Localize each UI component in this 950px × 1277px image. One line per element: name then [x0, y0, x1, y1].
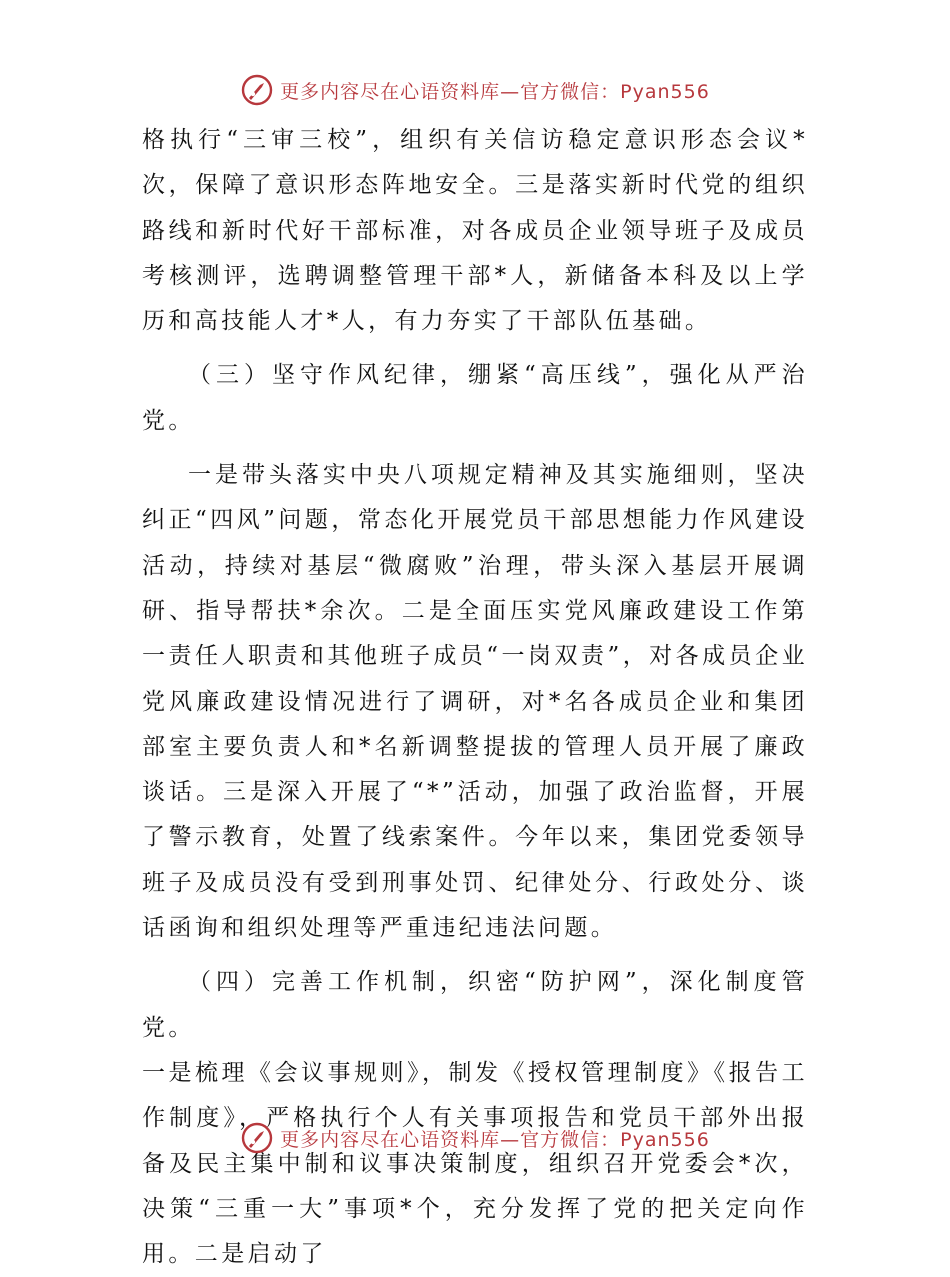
- watermark-text: 更多内容尽在心语资料库—官方微信：Pyan556: [280, 1128, 710, 1151]
- paragraph-continuation: 一是梳理《会议事规则》，制发《授权管理制度》《报告工作制度》，严格执行个人有关事项报告和党员干部外出报备及民主集中制和议事决策制度，组织召开党委会*次，决策“三重一大”事项*个，充分发挥了党的把关定向作用。二是启动了: [142, 1059, 808, 1268]
- document-body: [142, 118, 808, 1277]
- watermark-footer: [0, 1118, 950, 1158]
- watermark-text: 更多内容尽在心语资料库—官方微信：Pyan556: [280, 80, 710, 103]
- paragraph-continuation: 格执行“三审三校”，组织有关信访稳定意识形态会议*次，保障了意识形态阵地安全。三是落实新时代党的组织路线和新时代好干部标准，对各成员企业领导班子及成员考核测评，选聘调整管理干部*人，新储备本科及以上学历和高技能人才*人，有力夯实了干部队伍基础。: [142, 127, 808, 335]
- pen-nib-logo-icon: [240, 1121, 274, 1155]
- watermark-header: [0, 70, 950, 110]
- section-heading-4: （四）完善工作机制，织密“防护网”，深化制度管党。: [142, 969, 808, 1041]
- section-heading-3: （三）坚守作风纪律，绷紧“高压线”，强化从严治党。: [142, 362, 808, 434]
- paragraph-body: 一是带头落实中央八项规定精神及其实施细则，坚决纠正“四风”问题，常态化开展党员干部思想能力作风建设活动，持续对基层“微腐败”治理，带头深入基层开展调研、指导帮扶*余次。二是全面压实党风廉政建设工作第一责任人职责和其他班子成员“一岗双责”，对各成员企业党风廉政建设情况进行了调研，对*名各成员企业和集团部室主要负责人和*名新调整提拔的管理人员开展了廉政谈话。三是深入开展了“*”活动，加强了政治监督，开展了警示教育，处置了线索案件。今年以来，集团党委领导班子及成员没有受到刑事处罚、纪律处分、行政处分、谈话函询和组织处理等严重违纪违法问题。: [142, 462, 808, 942]
- pen-nib-logo-icon: [240, 73, 274, 107]
